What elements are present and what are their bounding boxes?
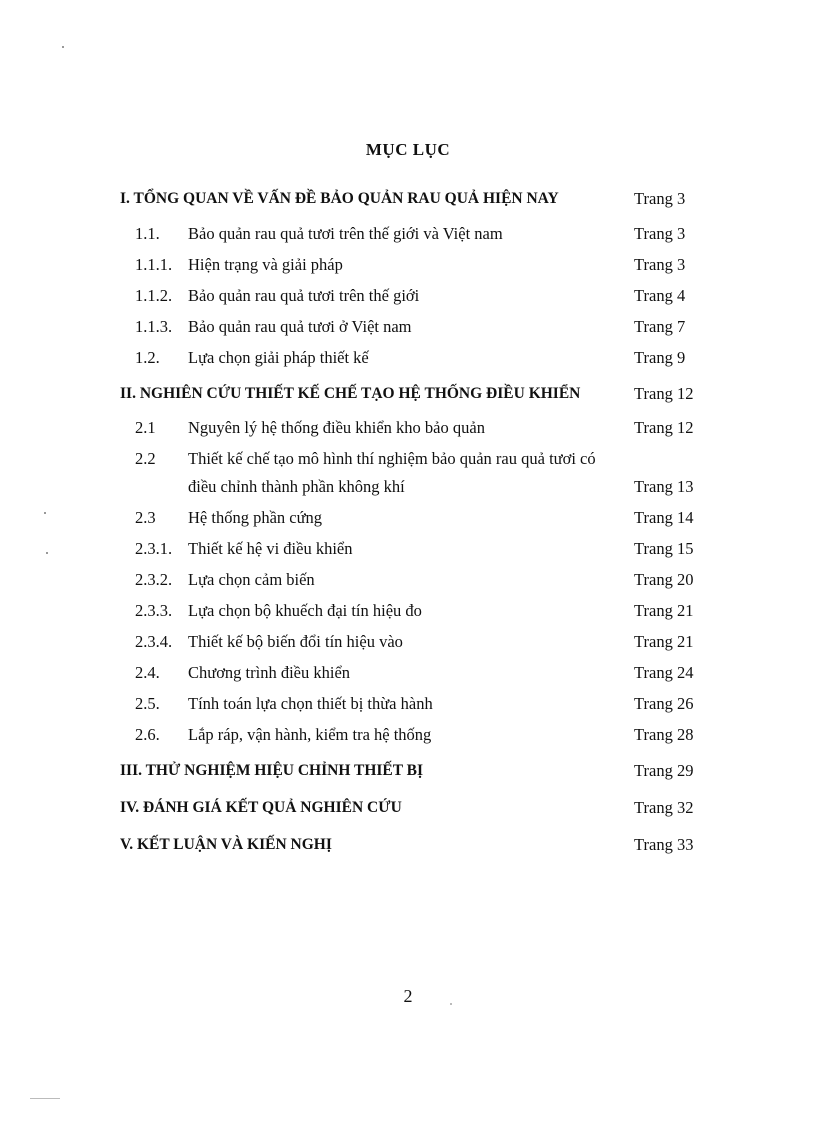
item-page-ref: Trang 21 (634, 601, 694, 620)
item-page-ref: Trang 4 (634, 286, 686, 305)
item-number: 2.2 (135, 449, 156, 468)
item-title: Thiết kế hệ vi điều khiển (188, 539, 353, 558)
item-number: 2.3.4. (135, 632, 173, 651)
page-number: 2 (403, 986, 413, 1006)
scan-speck (450, 1003, 452, 1005)
item-number: 2.5. (135, 694, 160, 713)
scan-speck (46, 552, 48, 554)
item-page-ref: Trang 12 (634, 418, 694, 437)
section-page-ref: Trang 12 (634, 384, 694, 403)
section-title: I. TỔNG QUAN VỀ VẤN ĐỀ BẢO QUẢN RAU QUẢ HIỆN NAY (120, 190, 559, 207)
item-page-ref: Trang 21 (634, 632, 694, 651)
section-page-ref: Trang 3 (634, 189, 686, 208)
item-title: Bảo quản rau quả tươi trên thế giới (188, 286, 420, 305)
item-page-ref: Trang 20 (634, 570, 694, 589)
item-title: Lắp ráp, vận hành, kiểm tra hệ thống (188, 725, 432, 744)
item-number: 1.1.1. (135, 255, 173, 274)
item-title: Lựa chọn bộ khuếch đại tín hiệu đo (188, 601, 422, 620)
section-page-ref: Trang 29 (634, 761, 694, 780)
section-title: IV. ĐÁNH GIÁ KẾT QUẢ NGHIÊN CỨU (120, 799, 402, 816)
item-title: Lựa chọn giải pháp thiết kế (188, 348, 369, 367)
item-page-ref: Trang 9 (634, 348, 686, 367)
item-number: 2.4. (135, 663, 160, 682)
item-page-ref: Trang 28 (634, 725, 694, 744)
item-number: 2.1 (135, 418, 156, 437)
item-number: 2.6. (135, 725, 160, 744)
item-title: Tính toán lựa chọn thiết bị thừa hành (188, 694, 433, 713)
item-title-line-2: điều chỉnh thành phần không khí (188, 477, 405, 496)
item-page-ref: Trang 7 (634, 317, 686, 336)
section-title: II. NGHIÊN CỨU THIẾT KẾ CHẾ TẠO HỆ THỐNG ĐIỀU KHIỂN (120, 385, 581, 402)
item-title: Bảo quản rau quả tươi trên thế giới và Việt nam (188, 224, 503, 243)
item-page-ref: Trang 14 (634, 508, 694, 527)
item-number: 2.3.1. (135, 539, 173, 558)
item-title: Lựa chọn cảm biến (188, 570, 315, 589)
item-number: 2.3 (135, 508, 156, 527)
item-title: Chương trình điều khiển (188, 663, 351, 682)
item-page-ref: Trang 13 (634, 477, 694, 496)
section-page-ref: Trang 33 (634, 835, 694, 854)
item-number: 2.3.3. (135, 601, 173, 620)
item-title: Hiện trạng và giải pháp (188, 255, 343, 274)
item-title: Bảo quản rau quả tươi ở Việt nam (188, 317, 412, 336)
scan-speck (62, 46, 64, 48)
scan-speck (30, 1098, 60, 1099)
item-title: Thiết kế chế tạo mô hình thí nghiệm bảo quản rau quả tươi có (188, 449, 596, 468)
item-page-ref: Trang 3 (634, 224, 686, 243)
item-number: 1.1. (135, 224, 160, 243)
section-page-ref: Trang 32 (634, 798, 694, 817)
item-number: 1.2. (135, 348, 160, 367)
item-number: 2.3.2. (135, 570, 173, 589)
item-number: 1.1.3. (135, 317, 173, 336)
item-title: Nguyên lý hệ thống điều khiển kho bảo quản (188, 418, 485, 437)
section-title: V. KẾT LUẬN VÀ KIẾN NGHỊ (120, 836, 332, 853)
item-page-ref: Trang 26 (634, 694, 694, 713)
item-title: Hệ thống phần cứng (188, 508, 323, 527)
page-title: MỤC LỤC (365, 140, 451, 159)
item-page-ref: Trang 24 (634, 663, 694, 682)
scan-speck (44, 512, 46, 514)
item-number: 1.1.2. (135, 286, 173, 305)
item-page-ref: Trang 3 (634, 255, 686, 274)
section-title: III. THỬ NGHIỆM HIỆU CHỈNH THIẾT BỊ (120, 762, 424, 779)
item-page-ref: Trang 15 (634, 539, 694, 558)
item-title: Thiết kế bộ biến đổi tín hiệu vào (188, 632, 403, 651)
